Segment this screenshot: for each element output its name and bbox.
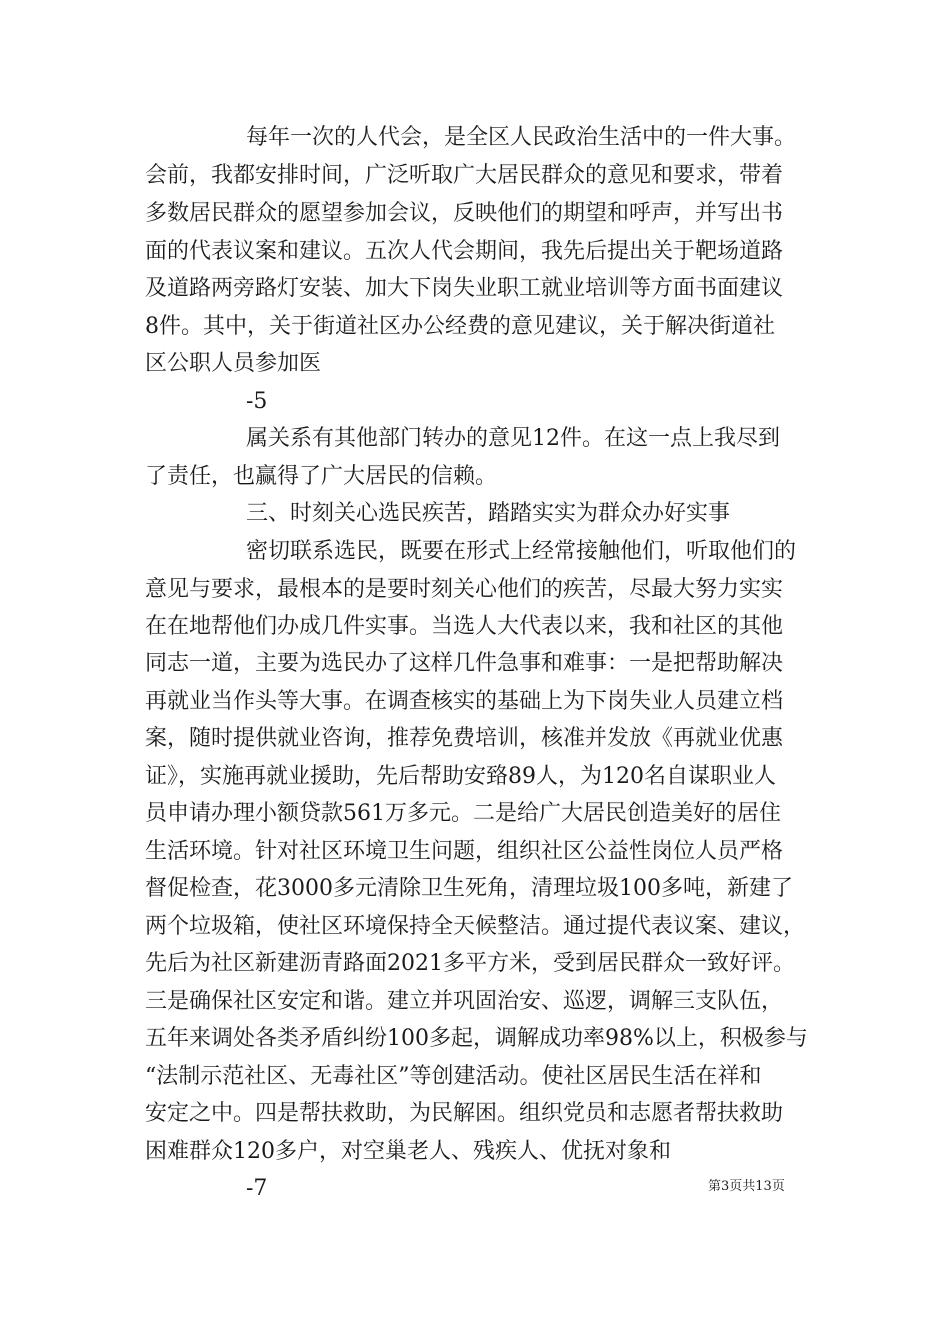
text-line: 会前，我都安排时间，广泛听取广大居民群众的意见和要求，带着 [145,163,784,188]
text-line: 三是确保社区安定和谐。建立并巩固治安、巡逻，调解三支队伍， [145,989,784,1014]
text-line: 多数居民群众的愿望参加会议，反映他们的期望和呼声，并写出书 [145,201,784,226]
text-line: 密切联系选民，既要在形式上经常接触他们，听取他们的 [246,539,797,564]
section-heading: 三、时刻关心选民疾苦，踏踏实实为群众办好实事 [246,501,731,526]
text-line: 意见与要求，最根本的是要时刻关心他们的疾苦，尽最大努力实实 [145,577,784,602]
text-line: 区公职人员参加医 [145,351,322,376]
text-line: 8件。其中，关于街道社区办公经费的意见建议，关于解决街道社 [145,314,775,339]
text-line: 属关系有其他部门转办的意见12件。在这一点上我尽到 [246,426,780,451]
text-line: 同志一道，主要为选民办了这样几件急事和难事：一是把帮助解决 [145,651,784,676]
text-line: 在在地帮他们办成几件实事。当选人大代表以来，我和社区的其他 [145,614,784,639]
text-line: 证》，实施再就业援助，先后帮助安臵89人，为120名自谋职业人 [145,764,776,789]
text-line: 五年来调处各类矛盾纠纷100多起，调解成功率98%以上，积极参与 [145,1026,808,1051]
text-line: 每年一次的人代会，是全区人民政治生活中的一件大事。 [246,125,797,150]
page-marker: -7 [246,1176,268,1201]
text-line: 及道路两旁路灯安装、加大下岗失业职工就业培训等方面书面建议 [145,276,784,301]
text-line: 困难群众120多户，对空巢老人、残疾人、优抚对象和 [145,1139,671,1164]
text-line: 再就业当作头等大事。在调查核实的基础上为下岗失业人员建立档 [145,689,784,714]
text-line: 面的代表议案和建议。五次人代会期间，我先后提出关于靶场道路 [145,239,784,264]
text-line: 员申请办理小额贷款561万多元。二是给广大居民创造美好的居住 [145,801,781,826]
text-line: 案，随时提供就业咨询，推荐免费培训，核准并发放《再就业优惠 [145,726,784,751]
text-line: 两个垃圾箱，使社区环境保持全天候整洁。通过提代表议案、建议， [145,914,806,939]
page-footer: 第3页共13页 [708,1179,785,1194]
text-line: 先后为社区新建沥青路面2021多平方米，受到居民群众一致好评。 [145,951,795,976]
text-line: 了责任，也赢得了广大居民的信赖。 [145,464,498,489]
page-marker: -5 [246,389,268,414]
text-line: “法制示范社区、无毒社区”等创建活动。使社区居民生活在祥和 [145,1064,762,1089]
text-line: 生活环境。针对社区环境卫生问题，组织社区公益性岗位人员严格 [145,839,784,864]
text-line: 督促检查，花3000多元清除卫生死角，清理垃圾100多吨，新建了 [145,876,793,901]
text-line: 安定之中。四是帮扶救助，为民解困。组织党员和志愿者帮扶救助 [145,1101,784,1126]
